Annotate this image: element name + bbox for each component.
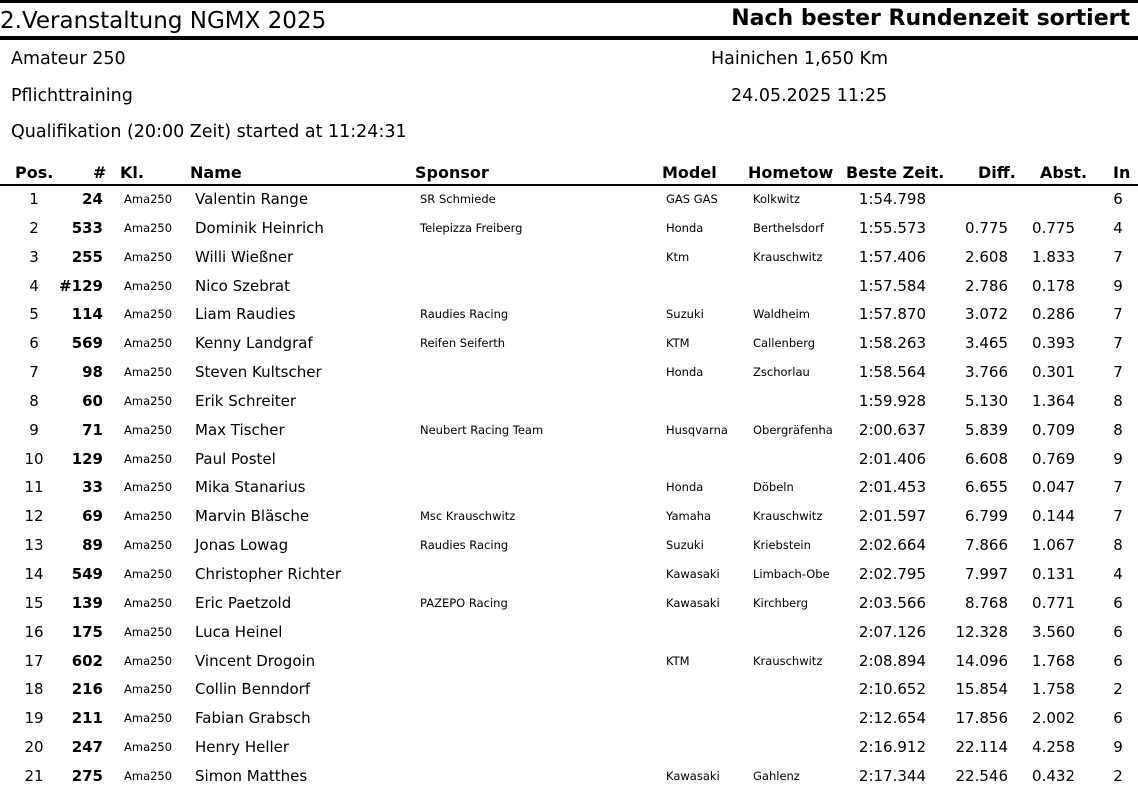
- cell-class: Ama250: [124, 768, 173, 783]
- table-row: [0, 387, 1138, 416]
- cell-diff: 5.839: [965, 420, 1008, 439]
- cell-pos: 15: [24, 593, 44, 612]
- cell-hometown: Waldheim: [753, 307, 810, 322]
- cell-gap: 0.178: [1032, 276, 1075, 295]
- cell-in: 6: [1113, 593, 1123, 612]
- cell-diff: 3.766: [965, 363, 1008, 382]
- table-header: [0, 162, 1138, 186]
- cell-model: Suzuki: [666, 538, 704, 553]
- cell-name: Simon Matthes: [195, 766, 308, 785]
- cell-name: Dominik Heinrich: [195, 218, 324, 237]
- cell-in: 8: [1113, 536, 1123, 555]
- cell-best-time: 1:57.406: [858, 247, 926, 266]
- cell-hometown: Gahlenz: [753, 768, 800, 783]
- cell-class: Ama250: [124, 538, 173, 553]
- cell-class: Ama250: [124, 480, 173, 495]
- cell-num: 533: [71, 218, 103, 237]
- cell-name: Fabian Grabsch: [195, 709, 311, 728]
- cell-name: Henry Heller: [195, 738, 290, 757]
- cell-class: Ama250: [124, 365, 173, 380]
- cell-diff: 6.608: [965, 449, 1008, 468]
- table-row: [0, 502, 1138, 531]
- cell-model: GAS GAS: [666, 192, 718, 206]
- cell-name: Kenny Landgraf: [195, 334, 313, 353]
- cell-hometown: Krauschwitz: [753, 653, 823, 668]
- table-row: [0, 647, 1138, 676]
- col-diff: Diff.: [978, 163, 1016, 182]
- cell-diff: 0.775: [965, 218, 1008, 237]
- cell-name: Valentin Range: [195, 190, 309, 208]
- cell-model: Kawasaki: [666, 566, 720, 581]
- cell-pos: 19: [24, 709, 44, 728]
- cell-class: Ama250: [124, 336, 173, 351]
- cell-gap: 0.144: [1032, 507, 1075, 526]
- cell-gap: 0.709: [1032, 420, 1075, 439]
- track-info: Hainichen 1,650 Km: [711, 49, 889, 69]
- table-row: [0, 272, 1138, 301]
- cell-gap: 1.768: [1032, 651, 1075, 670]
- cell-class: Ama250: [124, 566, 173, 581]
- table-row: [0, 329, 1138, 358]
- cell-diff: 7.866: [965, 536, 1008, 555]
- cell-hometown: Obergräfenha: [753, 422, 833, 437]
- cell-pos: 8: [29, 391, 39, 410]
- cell-diff: 7.997: [965, 564, 1008, 583]
- cell-num: 569: [71, 334, 103, 353]
- cell-pos: 17: [24, 651, 44, 670]
- cell-gap: 0.393: [1032, 334, 1075, 353]
- cell-in: 7: [1113, 247, 1123, 266]
- cell-best-time: 2:17.344: [858, 766, 926, 785]
- cell-diff: 12.328: [955, 622, 1008, 641]
- cell-diff: 15.854: [955, 680, 1008, 699]
- table-row: [0, 618, 1138, 647]
- col-num: #: [93, 163, 107, 182]
- cell-best-time: 1:58.564: [858, 363, 926, 382]
- cell-class: Ama250: [124, 249, 173, 264]
- cell-class: Ama250: [124, 393, 173, 408]
- cell-sponsor: Raudies Racing: [420, 538, 509, 553]
- date-time: 24.05.2025 11:25: [731, 86, 888, 106]
- cell-best-time: 2:00.637: [858, 420, 926, 439]
- cell-gap: 1.364: [1032, 391, 1075, 410]
- table-row: [0, 675, 1138, 704]
- cell-diff: 2.786: [965, 276, 1008, 295]
- cell-gap: 0.432: [1032, 766, 1075, 785]
- cell-model: Ktm: [666, 249, 690, 264]
- cell-class: Ama250: [124, 422, 173, 437]
- cell-pos: 18: [24, 680, 44, 699]
- cell-model: Kawasaki: [666, 595, 720, 610]
- cell-pos: 13: [24, 536, 44, 555]
- cell-model: Kawasaki: [666, 768, 720, 783]
- cell-best-time: 1:57.870: [858, 305, 926, 324]
- cell-in: 8: [1113, 391, 1123, 410]
- table-row: [0, 445, 1138, 474]
- table-row: [0, 560, 1138, 589]
- cell-in: 7: [1113, 334, 1123, 353]
- cell-gap: 3.560: [1032, 622, 1075, 641]
- cell-best-time: 2:07.126: [858, 622, 926, 641]
- cell-model: Husqvarna: [666, 422, 728, 437]
- cell-num: 33: [82, 478, 103, 497]
- col-hometown: Hometow: [748, 163, 834, 182]
- cell-name: Jonas Lowag: [195, 536, 289, 555]
- cell-best-time: 1:54.798: [858, 190, 926, 208]
- cell-pos: 20: [24, 738, 44, 757]
- col-sponsor: Sponsor: [415, 163, 489, 182]
- cell-gap: 1.067: [1032, 536, 1075, 555]
- cell-gap: 0.775: [1032, 218, 1075, 237]
- cell-num: 216: [71, 680, 103, 699]
- cell-class: Ama250: [124, 740, 173, 755]
- col-pos: Pos.: [15, 163, 54, 182]
- cell-pos: 7: [29, 363, 39, 382]
- cell-best-time: 1:59.928: [858, 391, 926, 410]
- col-name: Name: [190, 163, 242, 182]
- cell-pos: 21: [24, 766, 44, 785]
- cell-diff: 22.114: [955, 738, 1008, 757]
- table-row: [0, 733, 1138, 762]
- sort-title: Nach bester Rundenzeit sortiert: [731, 6, 1130, 31]
- cell-class: Ama250: [124, 451, 173, 466]
- cell-best-time: 2:12.654: [858, 709, 926, 728]
- cell-num: 98: [82, 363, 103, 382]
- cell-model: Honda: [666, 220, 704, 235]
- cell-model: KTM: [666, 653, 690, 668]
- cell-best-time: 2:16.912: [858, 738, 926, 757]
- table-row: [0, 358, 1138, 387]
- table-row: [0, 185, 1138, 214]
- cell-pos: 14: [24, 564, 44, 583]
- table-row: [0, 704, 1138, 733]
- cell-hometown: Berthelsdorf: [753, 220, 824, 235]
- cell-name: Paul Postel: [195, 449, 276, 468]
- cell-in: 7: [1113, 363, 1123, 382]
- table-row: [0, 300, 1138, 329]
- cell-num: 60: [82, 391, 103, 410]
- qualification-info: Qualifikation (20:00 Zeit) started at 11:24:31: [11, 122, 407, 142]
- table-row: [0, 416, 1138, 445]
- cell-gap: 0.047: [1032, 478, 1075, 497]
- col-in: In: [1113, 163, 1131, 182]
- cell-sponsor: Raudies Racing: [420, 307, 509, 322]
- cell-class: Ama250: [124, 220, 173, 235]
- cell-hometown: Kirchberg: [753, 595, 809, 610]
- cell-gap: 0.771: [1032, 593, 1075, 612]
- cell-hometown: Döbeln: [753, 480, 794, 495]
- cell-hometown: Kriebstein: [753, 538, 811, 553]
- cell-best-time: 2:01.597: [858, 507, 926, 526]
- cell-name: Steven Kultscher: [195, 363, 322, 382]
- cell-num: 255: [71, 247, 103, 266]
- cell-class: Ama250: [124, 278, 173, 293]
- cell-pos: 4: [29, 276, 39, 295]
- cell-name: Vincent Drogoin: [195, 651, 316, 670]
- cell-in: 4: [1113, 564, 1123, 583]
- table-row: [0, 762, 1138, 791]
- cell-diff: 6.799: [965, 507, 1008, 526]
- cell-hometown: Callenberg: [753, 336, 816, 351]
- cell-best-time: 2:08.894: [858, 651, 926, 670]
- cell-class: Ama250: [124, 192, 173, 206]
- col-model: Model: [662, 163, 717, 182]
- cell-model: Honda: [666, 480, 704, 495]
- cell-num: #129: [59, 276, 103, 295]
- cell-name: Christopher Richter: [195, 564, 342, 583]
- cell-pos: 1: [29, 190, 39, 208]
- cell-num: 24: [82, 190, 103, 208]
- cell-pos: 16: [24, 622, 44, 641]
- cell-in: 9: [1113, 276, 1123, 295]
- cell-gap: 0.769: [1032, 449, 1075, 468]
- cell-name: Collin Benndorf: [195, 680, 311, 699]
- col-abst: Abst.: [1040, 163, 1088, 182]
- cell-pos: 9: [29, 420, 39, 439]
- cell-sponsor: PAZEPO Racing: [420, 595, 508, 610]
- cell-in: 4: [1113, 218, 1123, 237]
- cell-pos: 12: [24, 507, 44, 526]
- cell-num: 114: [71, 305, 103, 324]
- cell-in: 2: [1113, 766, 1123, 785]
- cell-pos: 2: [29, 218, 39, 237]
- cell-class: Ama250: [124, 624, 173, 639]
- cell-diff: 14.096: [955, 651, 1008, 670]
- cell-num: 602: [71, 651, 103, 670]
- cell-name: Luca Heinel: [195, 622, 283, 641]
- table-row: [0, 473, 1138, 502]
- cell-gap: 0.286: [1032, 305, 1075, 324]
- cell-hometown: Krauschwitz: [753, 509, 823, 524]
- cell-best-time: 2:02.795: [858, 564, 926, 583]
- table-row: [0, 531, 1138, 560]
- top-rule: [0, 0, 1138, 3]
- cell-best-time: 2:10.652: [858, 680, 926, 699]
- cell-best-time: 1:55.573: [858, 218, 926, 237]
- cell-model: Honda: [666, 365, 704, 380]
- col-kl: Kl.: [120, 163, 144, 182]
- cell-name: Liam Raudies: [195, 305, 296, 324]
- cell-class: Ama250: [124, 653, 173, 668]
- cell-pos: 3: [29, 247, 39, 266]
- cell-in: 2: [1113, 680, 1123, 699]
- cell-diff: 17.856: [955, 709, 1008, 728]
- cell-sponsor: Telepizza Freiberg: [420, 220, 523, 235]
- cell-in: 9: [1113, 449, 1123, 468]
- cell-name: Nico Szebrat: [195, 276, 290, 295]
- cell-class: Ama250: [124, 307, 173, 322]
- cell-diff: 3.072: [965, 305, 1008, 324]
- cell-name: Erik Schreiter: [195, 391, 297, 410]
- cell-gap: 2.002: [1032, 709, 1075, 728]
- class-name: Amateur 250: [11, 49, 126, 69]
- cell-num: 211: [71, 709, 103, 728]
- cell-gap: 0.301: [1032, 363, 1075, 382]
- cell-in: 7: [1113, 507, 1123, 526]
- table-row: [0, 214, 1138, 243]
- cell-name: Eric Paetzold: [195, 593, 292, 612]
- cell-gap: 1.833: [1032, 247, 1075, 266]
- cell-in: 8: [1113, 420, 1123, 439]
- col-best: Beste Zeit.: [846, 163, 945, 182]
- cell-gap: 0.131: [1032, 564, 1075, 583]
- cell-num: 549: [71, 564, 103, 583]
- cell-model: Suzuki: [666, 307, 704, 322]
- cell-hometown: Zschorlau: [753, 365, 810, 380]
- cell-gap: 4.258: [1032, 738, 1075, 757]
- cell-sponsor: Msc Krauschwitz: [420, 509, 516, 524]
- cell-num: 69: [82, 507, 103, 526]
- cell-pos: 11: [24, 478, 44, 497]
- cell-num: 89: [82, 536, 103, 555]
- cell-hometown: Kolkwitz: [753, 192, 801, 206]
- cell-in: 7: [1113, 478, 1123, 497]
- cell-best-time: 1:58.263: [858, 334, 926, 353]
- cell-hometown: Krauschwitz: [753, 249, 823, 264]
- cell-name: Mika Stanarius: [195, 478, 306, 497]
- cell-num: 71: [82, 420, 103, 439]
- cell-diff: 22.546: [955, 766, 1008, 785]
- cell-diff: 6.655: [965, 478, 1008, 497]
- cell-num: 129: [71, 449, 103, 468]
- cell-gap: 1.758: [1032, 680, 1075, 699]
- cell-best-time: 2:03.566: [858, 593, 926, 612]
- title-rule: [0, 36, 1138, 40]
- cell-sponsor: Reifen Seiferth: [420, 336, 506, 351]
- cell-hometown: Limbach-Obe: [753, 566, 830, 581]
- cell-best-time: 2:01.406: [858, 449, 926, 468]
- cell-in: 6: [1113, 622, 1123, 641]
- cell-diff: 8.768: [965, 593, 1008, 612]
- cell-num: 175: [71, 622, 103, 641]
- session-name: Pflichttraining: [11, 86, 133, 106]
- cell-class: Ama250: [124, 509, 173, 524]
- cell-name: Max Tischer: [195, 420, 285, 439]
- cell-class: Ama250: [124, 711, 173, 726]
- cell-sponsor: SR Schmiede: [420, 192, 496, 206]
- cell-in: 6: [1113, 709, 1123, 728]
- cell-in: 6: [1113, 190, 1123, 208]
- cell-pos: 10: [24, 449, 44, 468]
- cell-num: 247: [71, 738, 103, 757]
- cell-num: 275: [71, 766, 103, 785]
- cell-best-time: 1:57.584: [858, 276, 926, 295]
- cell-in: 9: [1113, 738, 1123, 757]
- cell-name: Marvin Bläsche: [195, 507, 310, 526]
- table-row: [0, 243, 1138, 272]
- cell-num: 139: [71, 593, 103, 612]
- event-title: 2.Veranstaltung NGMX 2025: [0, 8, 327, 34]
- cell-sponsor: Neubert Racing Team: [420, 422, 544, 437]
- cell-pos: 5: [29, 305, 39, 324]
- cell-diff: 3.465: [965, 334, 1008, 353]
- cell-model: KTM: [666, 336, 690, 351]
- cell-best-time: 2:02.664: [858, 536, 926, 555]
- cell-diff: 5.130: [965, 391, 1008, 410]
- cell-class: Ama250: [124, 595, 173, 610]
- cell-pos: 6: [29, 334, 39, 353]
- cell-diff: 2.608: [965, 247, 1008, 266]
- cell-name: Willi Wießner: [195, 247, 294, 266]
- cell-model: Yamaha: [666, 509, 712, 524]
- results-table-body: [0, 185, 1138, 791]
- cell-class: Ama250: [124, 682, 173, 697]
- cell-in: 6: [1113, 651, 1123, 670]
- cell-in: 7: [1113, 305, 1123, 324]
- table-row: [0, 589, 1138, 618]
- cell-best-time: 2:01.453: [858, 478, 926, 497]
